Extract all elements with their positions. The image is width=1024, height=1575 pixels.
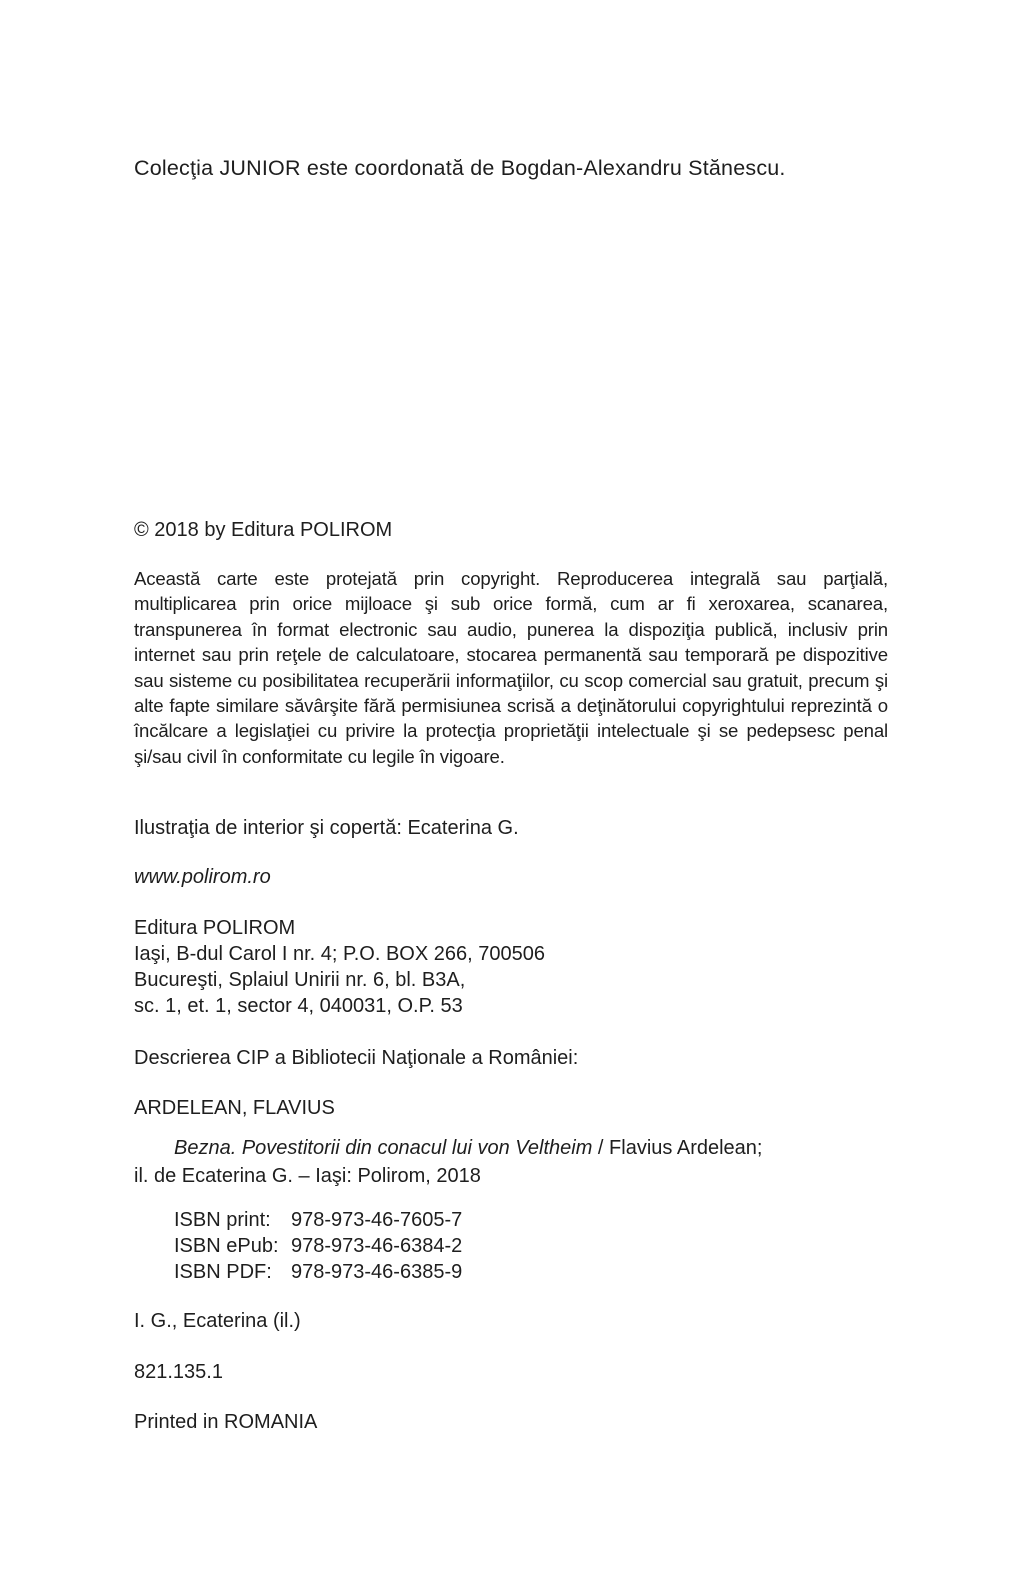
publisher-name: Editura POLIROM — [134, 917, 296, 939]
isbn-row — [174, 1207, 674, 1233]
series-note: Colecţia JUNIOR este coordonată de Bogdan-Alexandru Stănescu. — [134, 156, 786, 180]
copyright-line: © 2018 by Editura POLIROM — [134, 519, 393, 541]
cip-title-entry — [134, 1134, 888, 1190]
isbn-value: 978-973-46-6385-9 — [291, 1261, 463, 1283]
isbn-label: ISBN print: — [174, 1209, 271, 1231]
address-line: Bucureşti, Splaiul Unirii nr. 6, bl. B3A, — [134, 969, 466, 991]
cip-classification: 821.135.1 — [134, 1361, 223, 1383]
illustration-credit: Ilustraţia de interior şi copertă: Ecaterina G. — [134, 817, 519, 839]
printed-in: Printed in ROMANIA — [134, 1411, 318, 1433]
address-line: sc. 1, et. 1, sector 4, 040031, O.P. 53 — [134, 995, 463, 1017]
book-author-credit: / Flavius Ardelean; — [592, 1137, 763, 1159]
book-title: Bezna. Povestitorii din conacul lui von Veltheim — [174, 1137, 593, 1159]
isbn-value: 978-973-46-6384-2 — [291, 1235, 463, 1257]
isbn-list — [174, 1207, 674, 1285]
cip-illustrator: I. G., Ecaterina (il.) — [134, 1310, 301, 1332]
cip-imprint: il. de Ecaterina G. – Iaşi: Polirom, 2018 — [134, 1165, 481, 1187]
legal-paragraph: Această carte este protejată prin copyright. Reproducerea integrală sau parţială, multiplicarea prin orice mijloace şi sub orice formă, cum ar fi xeroxarea, scanarea, transpunerea în format electronic sau audio, punerea la dispoziţia publică, inclusiv prin internet sau prin reţele de calculatoare, stocarea permanentă sau temporară pe dispozitive sau sisteme cu posibilitatea recuperării informaţiilor, cu scop comercial sau gratuit, precum şi alte fapte similare săvârşite fără permisiunea scrisă a deţinătorului copyrightului reprezintă o încălcare a legislaţiei cu privire la protecţia proprietăţii intelectuale şi se pedepsesc penal şi/sau civil în conformitate cu legile în vigoare. — [134, 568, 888, 767]
isbn-row — [174, 1259, 674, 1285]
isbn-label: ISBN PDF: — [174, 1261, 272, 1283]
isbn-value: 978-973-46-7605-7 — [291, 1209, 463, 1231]
website-link[interactable]: www.polirom.ro — [134, 866, 271, 888]
cip-author: ARDELEAN, FLAVIUS — [134, 1097, 335, 1119]
address-line: Iaşi, B-dul Carol I nr. 4; P.O. BOX 266, 700506 — [134, 943, 545, 965]
cip-heading: Descrierea CIP a Bibliotecii Naţionale a României: — [134, 1047, 579, 1069]
isbn-row — [174, 1233, 674, 1259]
isbn-label: ISBN ePub: — [174, 1235, 279, 1257]
publisher-address — [134, 915, 888, 1019]
cip-title-line — [134, 1134, 888, 1162]
